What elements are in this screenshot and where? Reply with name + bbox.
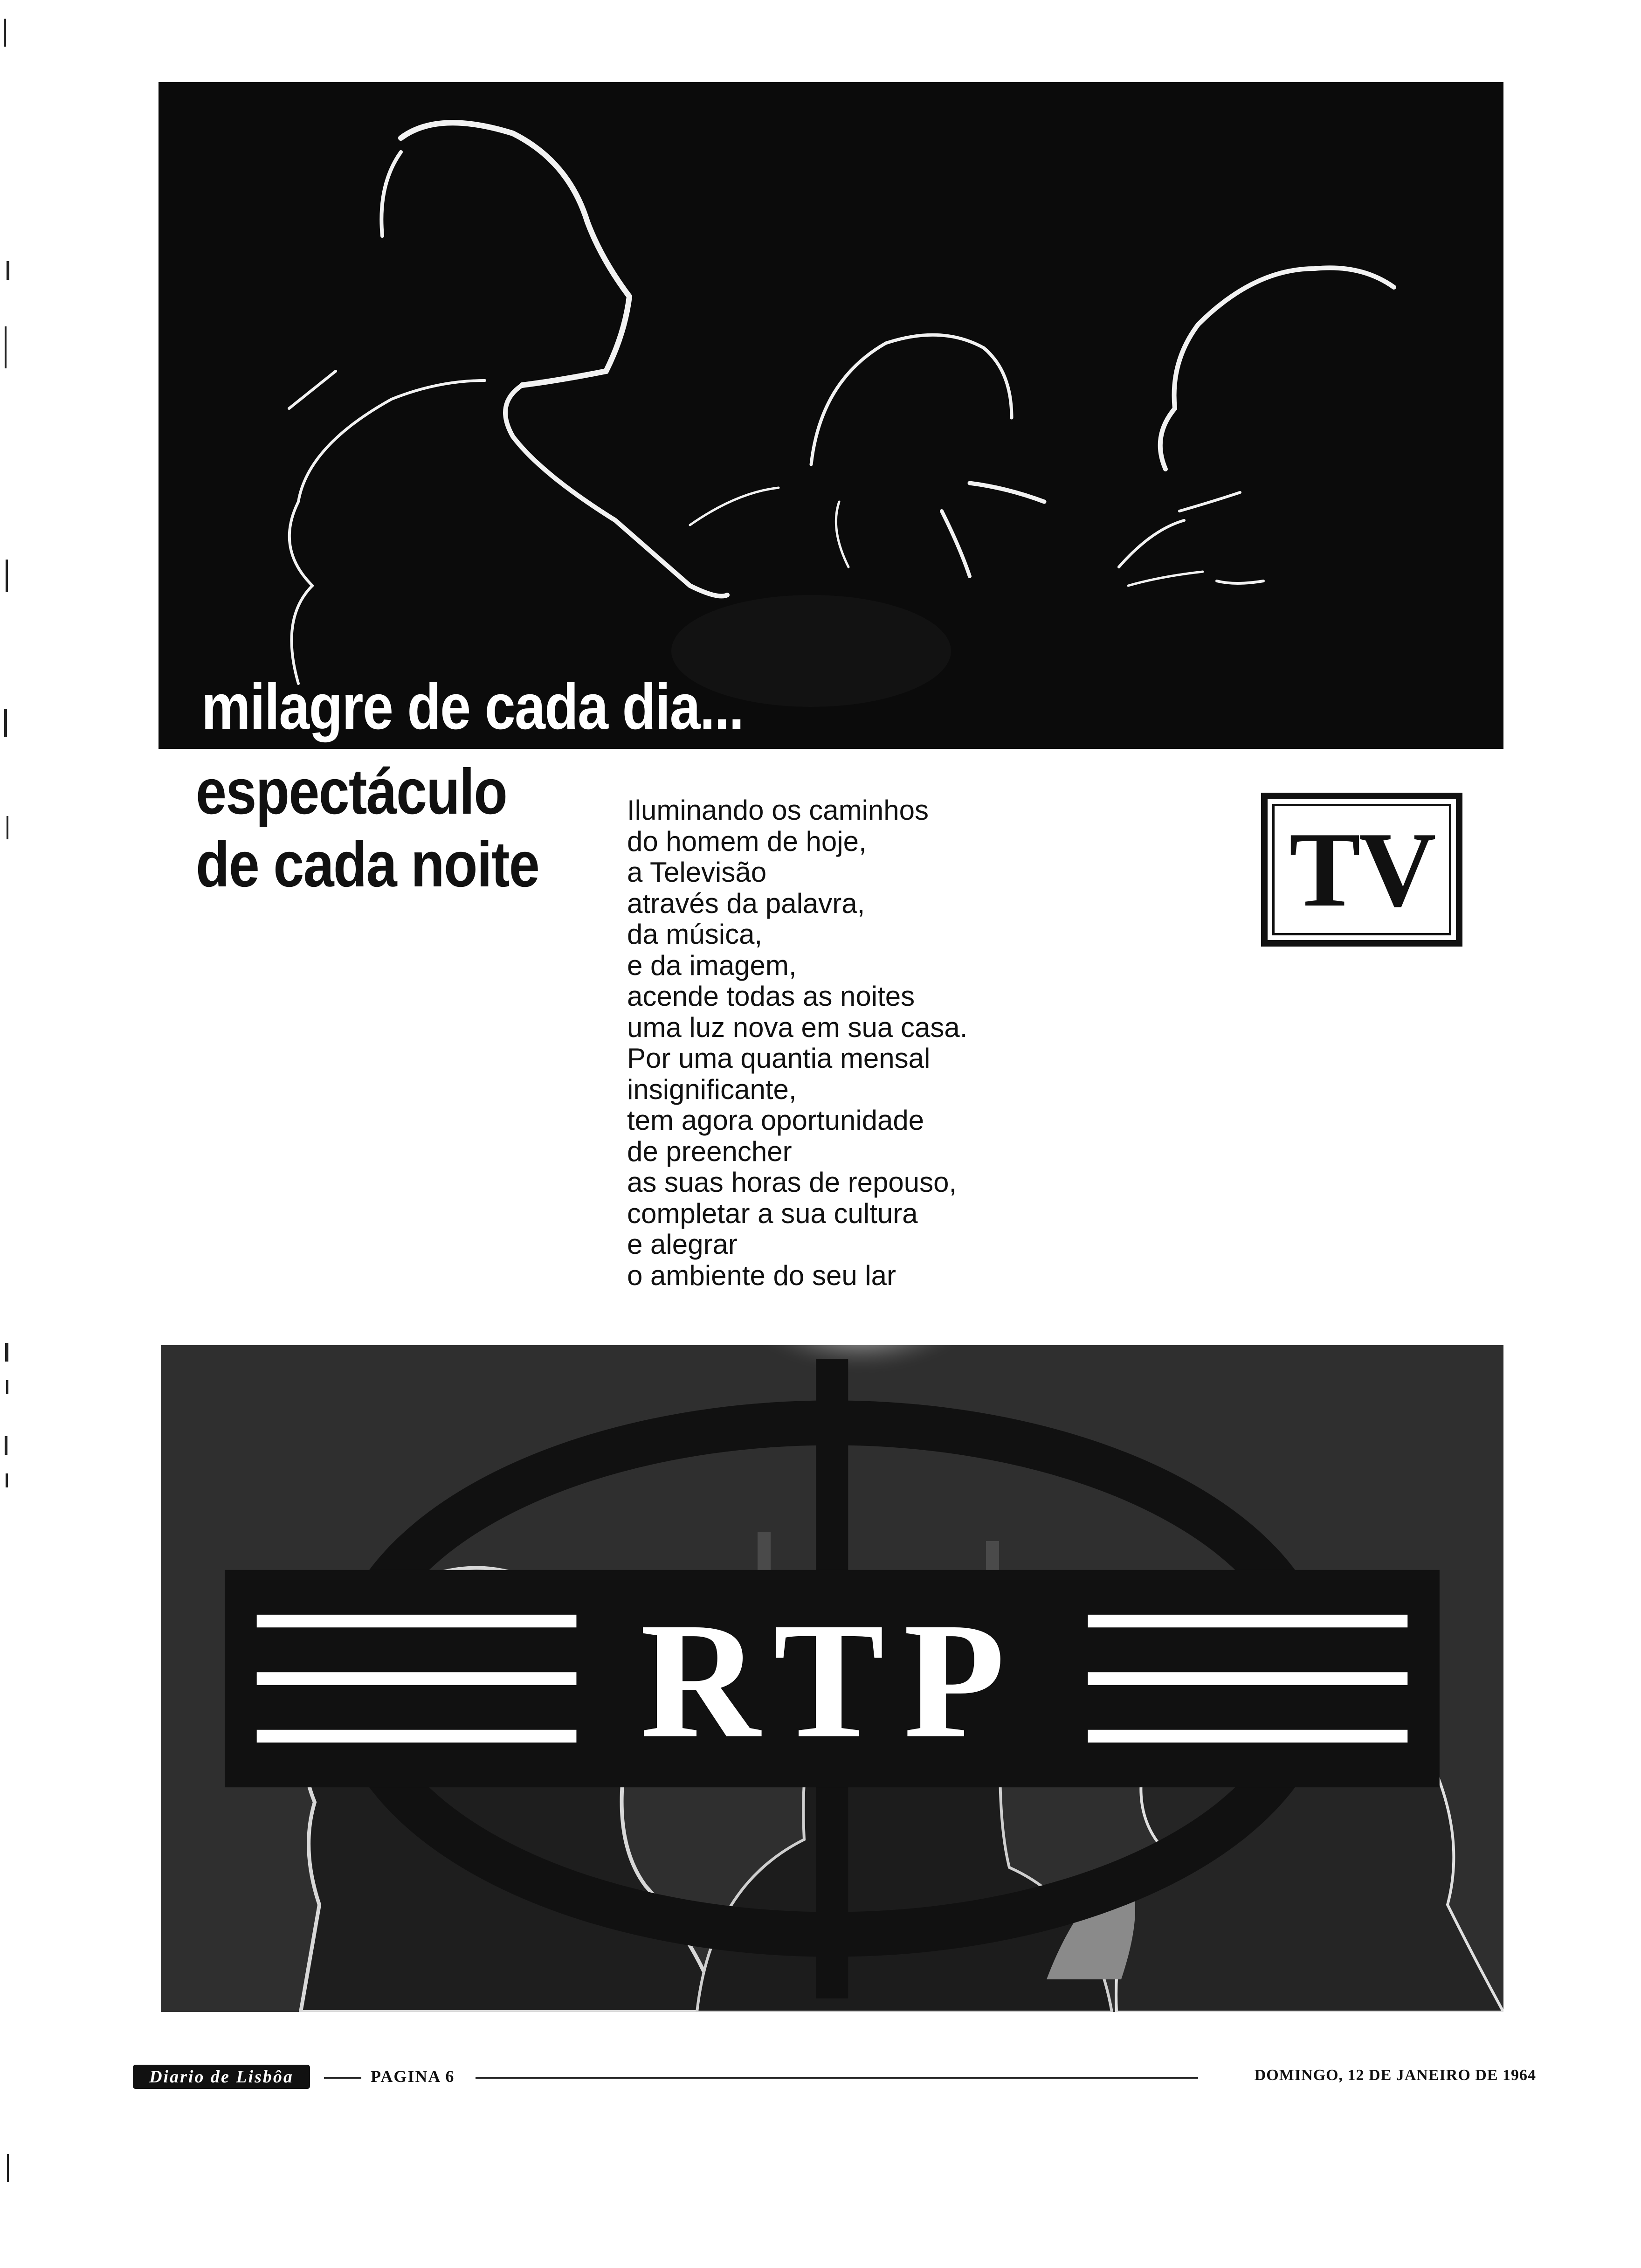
- page-number: PAGINA 6: [371, 2067, 455, 2086]
- rtp-logo-text: RTP: [640, 1588, 1025, 1773]
- body-line: insignificante,: [627, 1073, 797, 1105]
- body-line: completar a sua cultura: [627, 1197, 918, 1229]
- footer-rule-left: [324, 2077, 361, 2079]
- body-line: Iluminando os caminhos: [627, 795, 929, 826]
- body-line: e alegrar: [627, 1229, 738, 1260]
- issue-date: DOMINGO, 12 DE JANEIRO DE 1964: [1254, 2067, 1536, 2084]
- headline-line-1: milagre de cada dia...: [201, 671, 744, 743]
- headline-subtitle: [196, 755, 539, 901]
- silhouettes-rimlit-illustration: [159, 82, 1503, 749]
- footer-rule-center: [476, 2077, 1198, 2079]
- headline-line-3: de cada noite: [196, 829, 539, 900]
- body-line: através da palavra,: [627, 887, 865, 919]
- headline-line-2: espectáculo: [196, 756, 507, 828]
- newspaper-masthead: Diario de Lisbôa: [133, 2065, 310, 2089]
- body-line: do homem de hoje,: [627, 825, 867, 857]
- body-line: Por uma quantia mensal: [627, 1043, 931, 1074]
- body-line: a Televisão: [627, 857, 767, 888]
- body-line: acende todas as noites: [627, 981, 915, 1012]
- body-line: de preencher: [627, 1135, 792, 1167]
- rtp-logo: [161, 1345, 1503, 2012]
- body-line: o ambiente do seu lar: [627, 1259, 896, 1291]
- bottom-photo: [161, 1345, 1503, 2012]
- tv-logo-frame: [1272, 804, 1451, 935]
- ad-body-copy: [627, 795, 967, 1291]
- body-line: tem agora oportunidade: [627, 1105, 924, 1136]
- body-line: as suas horas de repouso,: [627, 1167, 957, 1198]
- top-photo: [159, 82, 1503, 749]
- tv-logo-text: TV: [1289, 810, 1434, 929]
- binding-edge-marks: [0, 0, 28, 2268]
- tv-logo: [1261, 793, 1462, 947]
- body-line: e da imagem,: [627, 949, 797, 981]
- body-line: da música,: [627, 919, 763, 950]
- page-footer: [133, 2065, 1536, 2093]
- body-line: uma luz nova em sua casa.: [627, 1011, 968, 1043]
